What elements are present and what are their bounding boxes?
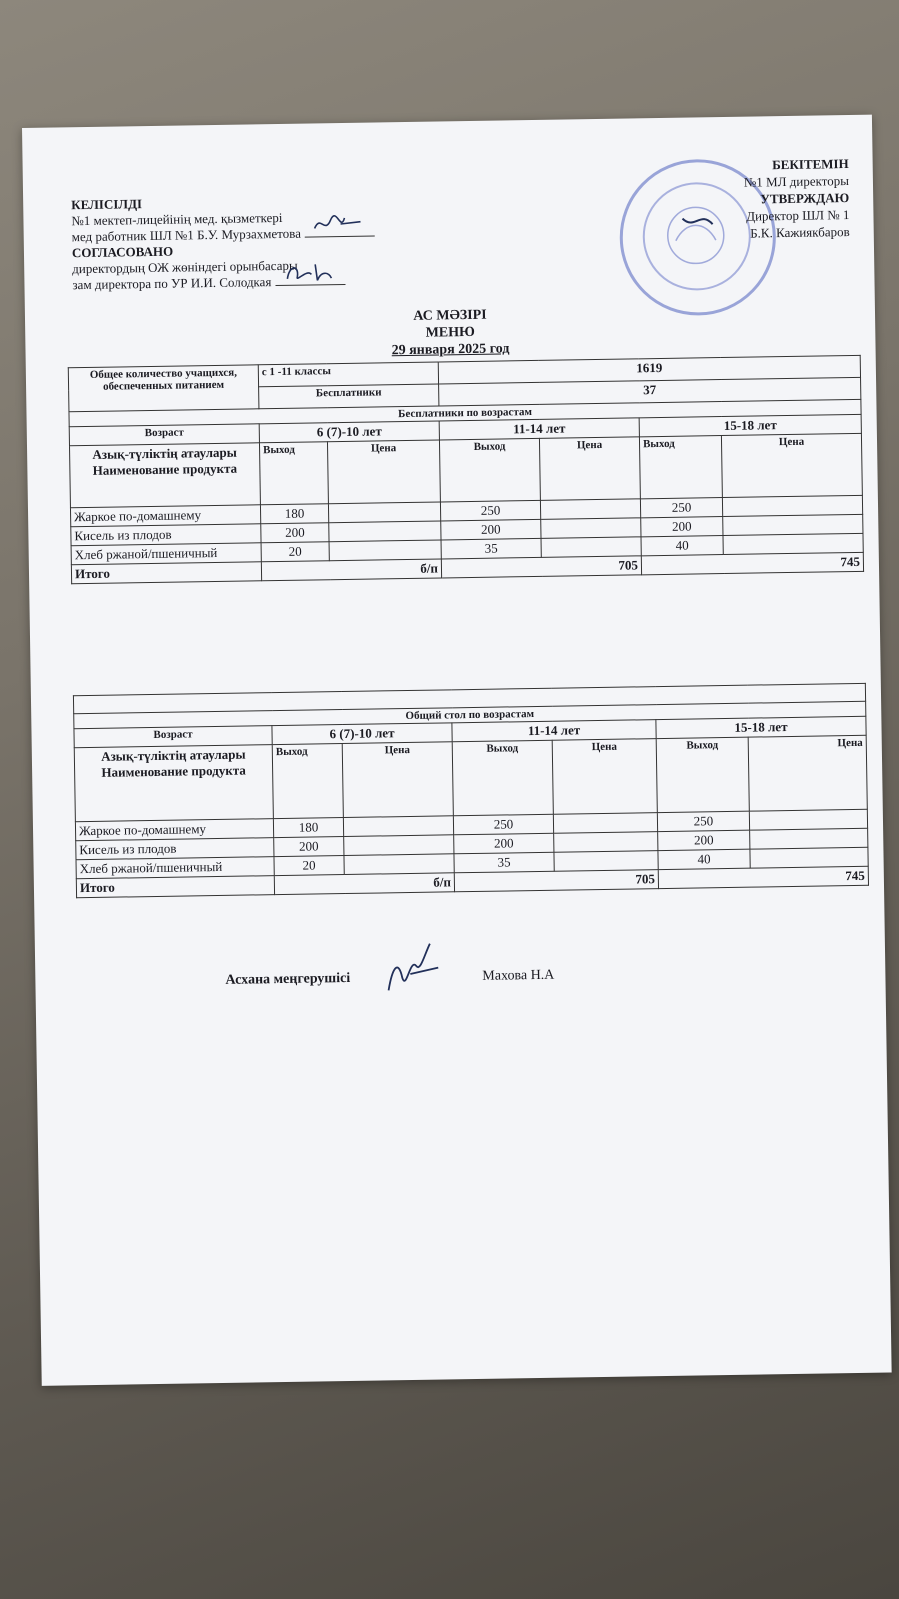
col-price: Цена — [539, 437, 640, 501]
total-value: б/п — [274, 873, 454, 895]
output-value: 35 — [441, 538, 541, 559]
col-output: Выход — [639, 436, 722, 499]
col-price: Цена — [748, 735, 867, 811]
total-students-label: Общее количество учащихся, обеспеченных питанием — [68, 365, 259, 412]
output-value: 40 — [658, 849, 750, 869]
price-cell — [554, 851, 658, 872]
product-name: Кисель из плодов — [76, 838, 274, 860]
output-value: 20 — [274, 856, 344, 876]
price-cell — [328, 502, 440, 523]
menu-document — [22, 115, 892, 1386]
approved-title-kz: КЕЛІСІЛДІ — [71, 196, 143, 213]
price-cell — [329, 540, 441, 561]
col-price: Цена — [327, 440, 440, 504]
classes-label: с 1 -11 классы — [258, 362, 438, 387]
free-meals-table — [68, 355, 864, 584]
output-value: 200 — [441, 519, 541, 540]
col-price: Цена — [552, 739, 657, 815]
output-value: 200 — [274, 837, 344, 857]
title-kz: АС МӘЗІРІ — [413, 307, 487, 324]
approval-right-block — [619, 155, 850, 244]
output-value: 200 — [261, 523, 329, 543]
signature-line — [305, 225, 375, 237]
total-value: 745 — [641, 552, 863, 574]
output-value: 40 — [641, 536, 723, 556]
price-cell — [343, 816, 453, 837]
menu-date: 29 января 2025 год — [391, 341, 510, 359]
signature-footer — [225, 965, 725, 989]
col-output: Выход — [439, 438, 540, 502]
price-cell — [553, 813, 657, 834]
price-cell — [329, 521, 441, 542]
col-output: Выход — [272, 744, 343, 819]
price-cell — [750, 828, 868, 849]
approval-line-text: зам директора по УР И.И. Солодкая — [72, 274, 272, 293]
approval-line-text: мед работник ШЛ №1 Б.У. Мурзахметова — [71, 225, 302, 245]
section-title: Бесплатники по возрастам — [69, 399, 861, 426]
price-cell — [541, 537, 641, 558]
canteen-head-name: Махова Н.А — [482, 967, 555, 984]
price-cell — [540, 499, 640, 520]
price-cell — [723, 533, 863, 554]
approve-title-kz: БЕКІТЕМІН — [772, 156, 849, 173]
price-cell — [344, 835, 454, 856]
section-title: Общий стол по возрастам — [74, 701, 866, 728]
free-value: 37 — [439, 377, 861, 406]
age-label: Возраст — [74, 726, 272, 748]
price-cell — [722, 495, 862, 516]
age-group: 11-14 лет — [452, 720, 656, 742]
age-label: Возраст — [69, 424, 259, 446]
output-value: 180 — [273, 818, 343, 838]
output-value: 200 — [658, 830, 750, 850]
signature-icon — [311, 211, 381, 236]
approval-line: Б.К. Кажиякбаров — [750, 224, 850, 241]
approval-line: №1 МЛ директоры — [743, 173, 850, 190]
table-row — [74, 735, 867, 821]
product-name: Хлеб ржаной/пшеничный — [71, 543, 261, 565]
title-ru: МЕНЮ — [425, 324, 475, 341]
price-cell — [723, 514, 863, 535]
general-table — [73, 683, 869, 898]
approval-left-block — [71, 191, 452, 293]
approve-title-ru: УТВЕРЖДАЮ — [760, 190, 850, 207]
free-label: Бесплатники — [259, 384, 439, 409]
total-value: 705 — [454, 870, 658, 892]
signature-icon — [281, 260, 351, 285]
age-group: 6 (7)-10 лет — [272, 723, 452, 745]
product-label: Азық-түліктің атаулары Наименование продукта — [74, 745, 273, 822]
output-value: 200 — [454, 833, 554, 854]
col-output: Выход — [656, 737, 749, 812]
price-cell — [750, 847, 868, 868]
age-group: 6 (7)-10 лет — [259, 421, 439, 443]
output-value: 250 — [657, 811, 749, 831]
product-name: Жаркое по-домашнему — [75, 819, 273, 841]
classes-value: 1619 — [438, 355, 860, 384]
total-value: 745 — [658, 866, 868, 888]
price-cell — [749, 809, 867, 830]
signature-line — [275, 274, 345, 286]
product-label: Азық-түліктің атаулары Наименование продукта — [69, 443, 260, 508]
output-value: 250 — [453, 814, 553, 835]
total-value: б/п — [261, 559, 441, 581]
output-value: 250 — [640, 498, 722, 518]
output-value: 180 — [260, 504, 328, 524]
col-output: Выход — [452, 740, 553, 816]
approval-line: №1 мектеп-лицейінің мед. қызметкері — [71, 209, 283, 229]
total-label: Итого — [71, 562, 261, 584]
price-cell — [554, 832, 658, 853]
product-name: Жаркое по-домашнему — [70, 505, 260, 527]
price-cell — [344, 854, 454, 875]
output-value: 20 — [261, 542, 329, 562]
approved-title-ru: СОГЛАСОВАНО — [71, 243, 174, 261]
signature-icon — [380, 937, 451, 998]
col-output: Выход — [259, 442, 328, 505]
canteen-head-role: Асхана меңгерушісі — [225, 970, 351, 988]
product-name: Хлеб ржаной/пшеничный — [76, 857, 274, 879]
product-name: Кисель из плодов — [71, 524, 261, 546]
output-value: 35 — [454, 852, 554, 873]
age-group: 15-18 лет — [656, 716, 866, 738]
total-value: 705 — [441, 556, 641, 578]
age-group: 15-18 лет — [639, 414, 861, 436]
document-title — [25, 301, 876, 365]
output-value: 200 — [641, 517, 723, 537]
price-cell — [541, 518, 641, 539]
col-price: Цена — [721, 433, 862, 497]
approval-line: директордың ОЖ жөніндегі орынбасары — [72, 257, 298, 277]
age-group: 11-14 лет — [439, 418, 639, 440]
col-price: Цена — [342, 742, 453, 818]
total-label: Итого — [76, 876, 274, 898]
approval-line: Директор ШЛ № 1 — [746, 207, 850, 224]
output-value: 250 — [440, 500, 540, 521]
